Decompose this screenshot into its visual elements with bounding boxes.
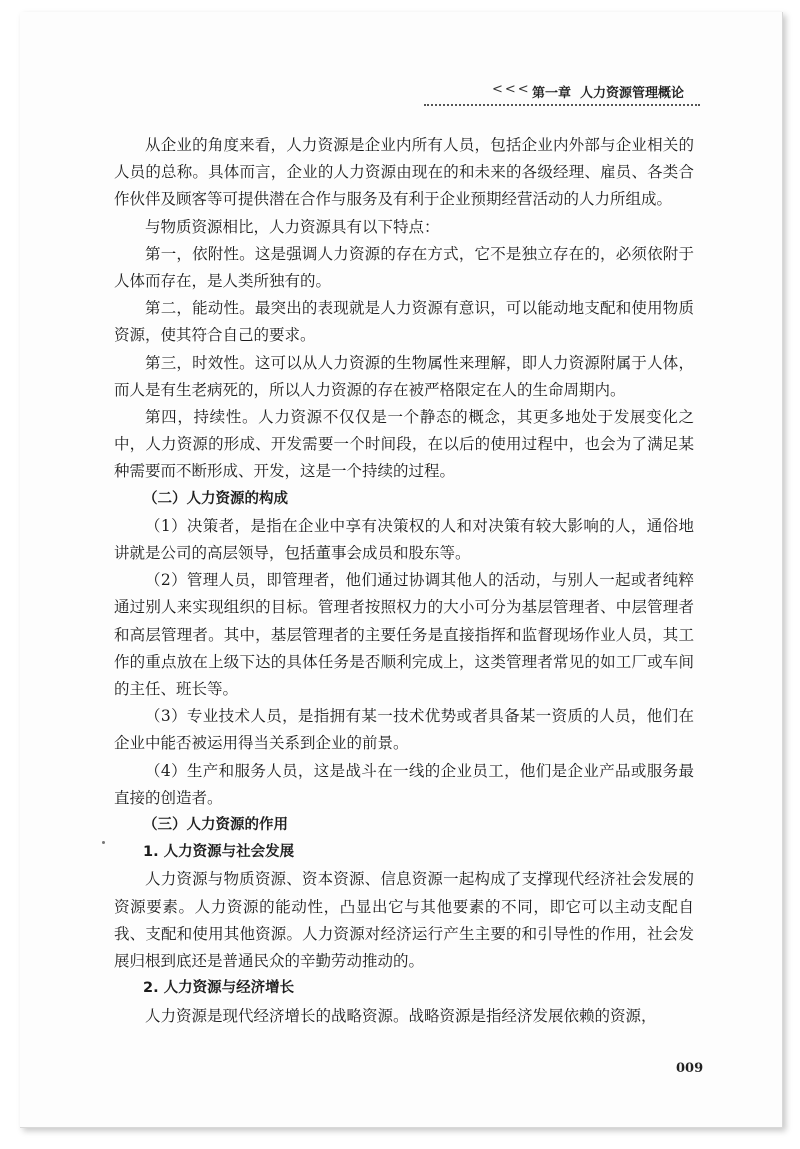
paragraph-feature-2: 第二，能动性。最突出的表现就是人力资源有意识，可以能动地支配和使用物质资源，使其符合自己的要求。 xyxy=(114,299,694,345)
paragraph-feature-1: 第一，依附性。这是强调人力资源的存在方式，它不是独立存在的，必须依附于人体而存在，是人类所独有的。 xyxy=(114,244,694,291)
section-heading-composition: （二）人力资源的构成 xyxy=(143,490,288,507)
paragraph-composition-3: （3）专业技术人员，是指拥有某一技术优势或者具备某一资质的人员，他们在企业中能否被运用得当关系到企业的前景。 xyxy=(114,707,694,753)
chapter-title: 人力资源管理概论 xyxy=(580,86,685,101)
section-heading-role: （三）人力资源的作用 xyxy=(143,817,288,834)
margin-dot xyxy=(102,841,105,844)
subsection-heading-economy: 2. 人力资源与经济增长 xyxy=(143,980,295,997)
paragraph-economy: 人力资源是现代经济增长的战略资源。战略资源是指经济发展依赖的资源， xyxy=(145,1006,657,1025)
page-number: 009 xyxy=(676,1061,704,1076)
paragraph-definition: 从企业的角度来看，人力资源是企业内所有人员，包括企业内外部与企业相关的人员的总称。具体而言，企业的人力资源由现在的和未来的各级经理、雇员、各类合作伙伴及顾客等可提供潜在合作与服务及有利于企业预期经营活动的人力所组成。 xyxy=(114,136,694,209)
paragraph-features-intro: 与物质资源相比，人力资源具有以下特点： xyxy=(145,217,440,236)
paragraph-feature-3: 第三，时效性。这可以从人力资源的生物属性来理解，即人力资源附属于人体，而人是有生老病死的，所以人力资源的存在被严格限定在人的生命周期内。 xyxy=(114,353,694,399)
paragraph-composition-2: （2）管理人员，即管理者，他们通过协调其他人的活动，与别人一起或者纯粹通过别人来实现组织的目标。管理者按照权力的大小可分为基层管理者、中层管理者和高层管理者。其中，基层管理者的主要任务是直接指挥和监督现场作业人员，其工作的重点放在上级下达的具体任务是否顺利完成上，这类管理者常见的如工厂或车间的主任、班长等。 xyxy=(114,571,694,699)
paragraph-feature-4: 第四，持续性。人力资源不仅仅是一个静态的概念，其更多地处于发展变化之中，人力资源的形成、开发需要一个时间段，在以后的使用过程中，也会为了满足某种需要而不断形成、开发，这是一个持续的过程。 xyxy=(114,408,694,481)
subsection-heading-society: 1. 人力资源与社会发展 xyxy=(143,844,295,861)
body-text xyxy=(114,132,694,1030)
paragraph-society: 人力资源与物质资源、资本资源、信息资源一起构成了支撑现代经济社会发展的资源要素。人力资源的能动性，凸显出它与其他要素的不同，即它可以主动支配自我、支配和使用其他资源。人力资源对经济运行产生主要的和引导性的作用，社会发展归根到底还是普通民众的辛勤劳动推动的。 xyxy=(114,870,694,971)
book-page xyxy=(20,12,783,1128)
paragraph-composition-4: （4）生产和服务人员，这是战斗在一线的企业员工，他们是企业产品或服务最直接的创造者。 xyxy=(114,761,694,807)
running-header xyxy=(430,82,700,104)
chapter-label: 第一章 xyxy=(532,86,572,101)
header-dotted-rule xyxy=(424,104,700,106)
header-marks: <<< xyxy=(492,82,531,97)
paragraph-composition-1: （1）决策者，是指在企业中享有决策权的人和对决策有较大影响的人，通俗地讲就是公司的高层领导，包括董事会成员和股东等。 xyxy=(114,516,694,563)
